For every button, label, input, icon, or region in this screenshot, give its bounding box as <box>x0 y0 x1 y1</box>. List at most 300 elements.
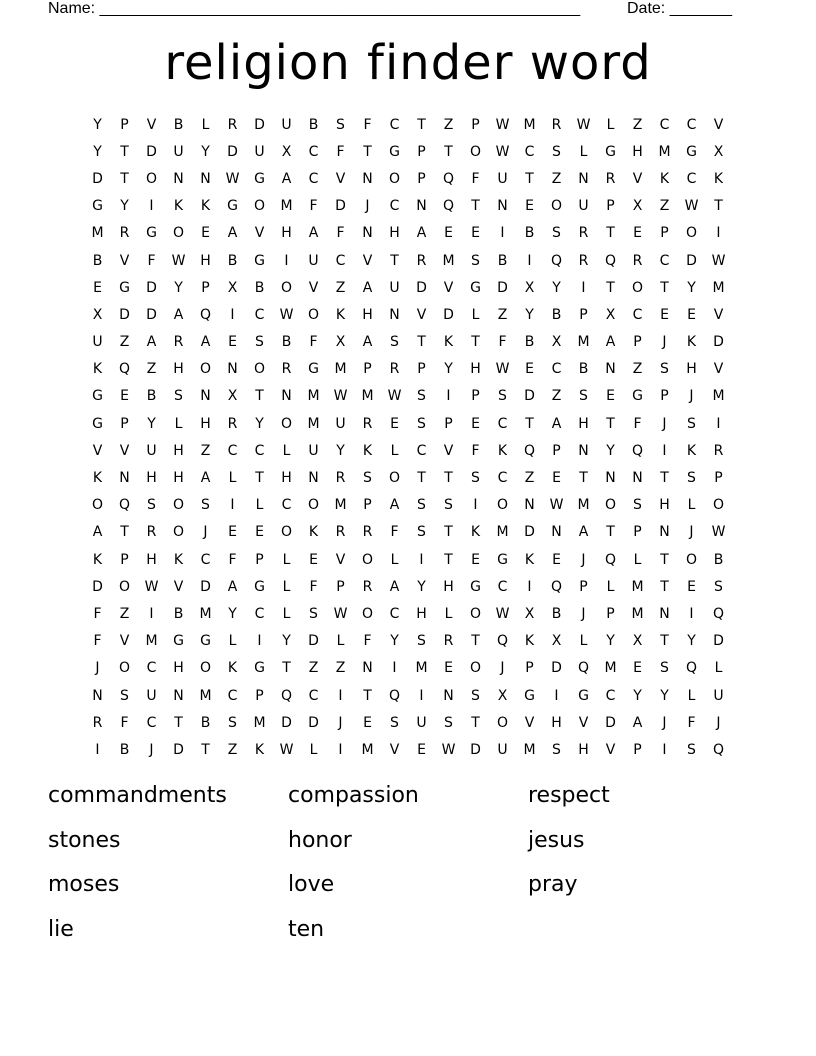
grid-letter: H <box>173 361 184 378</box>
grid-letter: N <box>200 388 211 405</box>
grid-letter: P <box>417 170 426 187</box>
grid-letter: E <box>525 198 534 215</box>
grid-letter: J <box>716 714 721 731</box>
grid-letter: V <box>443 442 454 459</box>
grid-letter: A <box>578 524 589 541</box>
grid-letter: L <box>687 497 696 514</box>
grid-letter: C <box>497 415 508 432</box>
grid-letter: O <box>712 497 725 514</box>
grid-letter: R <box>119 225 130 242</box>
grid-letter: G <box>308 361 319 378</box>
grid-letter: L <box>336 633 345 650</box>
grid-row <box>84 193 732 220</box>
grid-letter: A <box>200 334 211 351</box>
grid-letter: V <box>632 170 643 187</box>
grid-letter: O <box>172 225 185 242</box>
grid-letter: J <box>338 714 343 731</box>
grid-letter: E <box>552 470 561 487</box>
grid-letter: P <box>579 578 588 595</box>
grid-letter: I <box>473 497 478 514</box>
grid-letter: X <box>524 279 535 296</box>
grid-letter: B <box>524 225 535 242</box>
grid-letter: V <box>335 551 346 568</box>
grid-letter: J <box>365 198 370 215</box>
grid-letter: F <box>120 714 129 731</box>
grid-letter: E <box>471 415 480 432</box>
grid-letter: V <box>254 225 265 242</box>
word-list <box>48 778 768 956</box>
grid-letter: K <box>362 442 373 459</box>
grid-letter: G <box>578 687 589 704</box>
grid-letter: G <box>686 143 697 160</box>
grid-letter: N <box>362 660 373 677</box>
grid-row <box>84 247 732 274</box>
grid-letter: P <box>363 497 372 514</box>
grid-letter: P <box>417 361 426 378</box>
grid-letter: M <box>280 198 293 215</box>
grid-letter: T <box>606 524 615 541</box>
grid-letter: T <box>660 470 669 487</box>
grid-letter: G <box>227 198 238 215</box>
grid-letter: V <box>605 741 616 758</box>
grid-letter: Y <box>660 687 669 704</box>
grid-letter: A <box>92 524 103 541</box>
grid-letter: B <box>146 388 157 405</box>
grid-letter: M <box>631 578 644 595</box>
grid-letter: C <box>389 605 400 622</box>
grid-letter: N <box>173 170 184 187</box>
grid-letter: B <box>227 252 238 269</box>
grid-letter: W <box>495 605 510 622</box>
grid-letter: T <box>579 470 588 487</box>
grid-letter: O <box>307 497 320 514</box>
grid-letter: I <box>338 741 343 758</box>
grid-letter: U <box>92 334 103 351</box>
grid-letter: S <box>255 334 264 351</box>
grid-letter: G <box>146 225 157 242</box>
grid-letter: I <box>716 225 721 242</box>
grid-letter: T <box>201 741 210 758</box>
grid-letter: E <box>228 334 237 351</box>
grid-letter: P <box>201 279 210 296</box>
grid-letter: D <box>254 116 265 133</box>
grid-letter: W <box>711 524 726 541</box>
grid-letter: Y <box>390 633 399 650</box>
grid-letter: B <box>119 741 130 758</box>
grid-letter: G <box>254 170 265 187</box>
grid-letter: X <box>605 306 616 323</box>
grid-letter: R <box>578 225 589 242</box>
grid-letter: W <box>279 306 294 323</box>
grid-letter: Z <box>335 660 346 677</box>
grid-letter: Q <box>442 198 455 215</box>
grid-letter: S <box>660 361 669 378</box>
grid-letter: I <box>230 497 235 514</box>
grid-letter: Z <box>227 741 238 758</box>
grid-letter: S <box>336 116 345 133</box>
grid-letter: X <box>632 198 643 215</box>
grid-letter: O <box>253 198 266 215</box>
grid-letter: Y <box>336 442 345 459</box>
grid-letter: G <box>470 279 481 296</box>
grid-letter: L <box>174 415 183 432</box>
grid-letter: D <box>281 714 292 731</box>
grid-letter: S <box>174 388 183 405</box>
grid-letter: O <box>388 470 401 487</box>
grid-letter: I <box>662 442 667 459</box>
grid-letter: W <box>549 497 564 514</box>
grid-letter: Y <box>255 415 264 432</box>
grid-row <box>84 410 732 437</box>
grid-letter: K <box>254 741 265 758</box>
grid-letter: N <box>416 198 427 215</box>
grid-letter: N <box>389 306 400 323</box>
grid-letter: F <box>498 334 507 351</box>
word-row <box>48 778 768 823</box>
word-item: commandments <box>48 783 227 808</box>
grid-letter: Z <box>524 470 535 487</box>
grid-letter: A <box>200 470 211 487</box>
grid-letter: C <box>524 143 535 160</box>
grid-letter: P <box>120 415 129 432</box>
grid-letter: Q <box>550 252 563 269</box>
grid-row <box>84 492 732 519</box>
grid-letter: R <box>362 415 373 432</box>
grid-letter: P <box>120 551 129 568</box>
grid-letter: K <box>92 470 103 487</box>
grid-letter: H <box>632 143 643 160</box>
grid-letter: X <box>497 687 508 704</box>
grid-letter: T <box>444 470 453 487</box>
grid-letter: G <box>497 551 508 568</box>
grid-letter: L <box>687 687 696 704</box>
grid-letter: I <box>689 605 694 622</box>
grid-letter: S <box>498 388 507 405</box>
grid-letter: E <box>687 306 696 323</box>
grid-letter: E <box>633 660 642 677</box>
grid-letter: H <box>470 361 481 378</box>
grid-letter: X <box>335 334 346 351</box>
grid-letter: D <box>92 170 103 187</box>
grid-letter: O <box>469 660 482 677</box>
grid-letter: B <box>200 714 211 731</box>
grid-letter: L <box>309 741 318 758</box>
grid-letter: C <box>200 551 211 568</box>
grid-letter: H <box>416 605 427 622</box>
grid-letter: P <box>120 116 129 133</box>
grid-letter: V <box>173 578 184 595</box>
grid-letter: C <box>416 442 427 459</box>
grid-letter: R <box>335 470 346 487</box>
name-field-line[interactable]: Name: ______________________________________________________ <box>48 0 581 17</box>
grid-letter: E <box>363 714 372 731</box>
grid-letter: B <box>551 306 562 323</box>
grid-letter: L <box>606 116 615 133</box>
grid-letter: M <box>712 388 725 405</box>
word-item: jesus <box>528 827 585 853</box>
grid-letter: S <box>687 741 696 758</box>
grid-letter: F <box>93 633 102 650</box>
grid-letter: H <box>443 578 454 595</box>
grid-letter: P <box>336 578 345 595</box>
grid-letter: F <box>336 225 345 242</box>
grid-letter: E <box>309 551 318 568</box>
grid-letter: S <box>714 578 723 595</box>
grid-letter: Q <box>442 170 455 187</box>
grid-letter: H <box>200 415 211 432</box>
grid-letter: E <box>201 225 210 242</box>
grid-letter: R <box>146 524 157 541</box>
grid-letter: J <box>95 660 100 677</box>
grid-letter: C <box>254 442 265 459</box>
grid-letter: T <box>390 252 399 269</box>
grid-letter: P <box>633 524 642 541</box>
grid-letter: V <box>92 442 103 459</box>
grid-letter: K <box>308 524 319 541</box>
grid-letter: H <box>146 551 157 568</box>
grid-letter: O <box>631 279 644 296</box>
grid-letter: R <box>227 415 238 432</box>
grid-letter: A <box>308 225 319 242</box>
grid-letter: N <box>119 470 130 487</box>
grid-letter: F <box>363 116 372 133</box>
grid-letter: S <box>228 714 237 731</box>
grid-letter: M <box>631 605 644 622</box>
grid-letter: Y <box>282 633 291 650</box>
grid-letter: T <box>417 116 426 133</box>
grid-letter: Y <box>525 306 534 323</box>
grid-letter: D <box>92 578 103 595</box>
grid-letter: F <box>147 252 156 269</box>
grid-letter: J <box>581 551 586 568</box>
grid-letter: G <box>200 633 211 650</box>
grid-letter: B <box>173 116 184 133</box>
grid-letter: O <box>388 170 401 187</box>
grid-letter: T <box>282 660 291 677</box>
grid-letter: Y <box>606 633 615 650</box>
grid-letter: O <box>118 578 131 595</box>
date-field-line[interactable]: Date: _______ <box>627 0 732 17</box>
grid-letter: V <box>335 170 346 187</box>
word-row <box>48 823 768 868</box>
grid-letter: P <box>363 361 372 378</box>
grid-letter: J <box>662 334 667 351</box>
grid-letter: V <box>119 252 130 269</box>
grid-letter: E <box>390 415 399 432</box>
grid-letter: V <box>308 279 319 296</box>
word-row <box>48 867 768 912</box>
grid-letter: D <box>524 388 535 405</box>
grid-letter: T <box>471 714 480 731</box>
grid-letter: M <box>334 497 347 514</box>
header <box>48 0 748 20</box>
grid-letter: I <box>149 605 154 622</box>
grid-letter: I <box>527 252 532 269</box>
grid-letter: N <box>632 470 643 487</box>
grid-letter: U <box>389 279 400 296</box>
grid-letter: J <box>689 388 694 405</box>
grid-letter: N <box>551 524 562 541</box>
grid-letter: Y <box>93 143 102 160</box>
grid-letter: S <box>390 334 399 351</box>
grid-letter: E <box>255 524 264 541</box>
grid-letter: Q <box>631 442 644 459</box>
grid-letter: P <box>255 687 264 704</box>
grid-letter: S <box>417 633 426 650</box>
grid-letter: H <box>578 415 589 432</box>
grid-letter: C <box>605 687 616 704</box>
grid-letter: S <box>417 388 426 405</box>
grid-letter: D <box>470 741 481 758</box>
grid-letter: V <box>443 279 454 296</box>
word-item: moses <box>48 872 120 897</box>
grid-letter: U <box>308 252 319 269</box>
grid-letter: R <box>281 361 292 378</box>
grid-letter: G <box>254 578 265 595</box>
grid-letter: S <box>147 497 156 514</box>
grid-letter: I <box>527 578 532 595</box>
grid-letter: M <box>199 687 212 704</box>
grid-letter: Y <box>228 605 237 622</box>
grid-letter: L <box>444 605 453 622</box>
grid-letter: O <box>172 497 185 514</box>
grid-row <box>84 274 732 301</box>
grid-letter: F <box>390 524 399 541</box>
grid-row <box>84 736 732 763</box>
grid-letter: T <box>471 334 480 351</box>
grid-letter: O <box>280 279 293 296</box>
grid-letter: O <box>361 605 374 622</box>
grid-letter: D <box>605 714 616 731</box>
grid-row <box>84 329 732 356</box>
grid-letter: L <box>633 551 642 568</box>
grid-letter: Q <box>280 687 293 704</box>
grid-letter: E <box>120 388 129 405</box>
grid-letter: P <box>606 605 615 622</box>
grid-letter: C <box>632 306 643 323</box>
grid-letter: I <box>446 388 451 405</box>
grid-letter: M <box>253 714 266 731</box>
grid-letter: Z <box>200 442 211 459</box>
grid-letter: E <box>471 551 480 568</box>
grid-letter: L <box>282 551 291 568</box>
grid-letter: Y <box>120 198 129 215</box>
grid-letter: Z <box>632 361 643 378</box>
grid-letter: X <box>632 633 643 650</box>
grid-letter: O <box>469 605 482 622</box>
grid-letter: F <box>471 442 480 459</box>
grid-row <box>84 655 732 682</box>
grid-letter: R <box>416 252 427 269</box>
grid-letter: X <box>524 605 535 622</box>
grid-letter: I <box>230 306 235 323</box>
grid-letter: C <box>227 442 238 459</box>
grid-letter: Y <box>687 633 696 650</box>
grid-letter: P <box>525 660 534 677</box>
grid-letter: K <box>200 198 211 215</box>
grid-letter: T <box>660 633 669 650</box>
word-item: lie <box>48 916 74 942</box>
grid-letter: G <box>92 388 103 405</box>
grid-letter: N <box>605 361 616 378</box>
grid-letter: T <box>525 170 534 187</box>
grid-letter: Z <box>551 170 562 187</box>
grid-letter: G <box>119 279 130 296</box>
grid-letter: S <box>687 415 696 432</box>
grid-letter: U <box>308 442 319 459</box>
grid-letter: C <box>497 470 508 487</box>
grid-letter: S <box>552 143 561 160</box>
grid-letter: Q <box>550 578 563 595</box>
grid-letter: T <box>471 633 480 650</box>
grid-letter: N <box>578 170 589 187</box>
grid-letter: V <box>713 361 724 378</box>
grid-letter: V <box>416 306 427 323</box>
grid-letter: V <box>146 116 157 133</box>
grid-letter: R <box>632 252 643 269</box>
grid-letter: L <box>390 442 399 459</box>
grid-letter: C <box>389 116 400 133</box>
grid-letter: W <box>333 388 348 405</box>
grid-row <box>84 600 732 627</box>
grid-letter: W <box>387 388 402 405</box>
grid-letter: S <box>579 388 588 405</box>
grid-letter: T <box>174 714 183 731</box>
grid-letter: N <box>497 198 508 215</box>
grid-letter: F <box>93 605 102 622</box>
grid-letter: C <box>308 143 319 160</box>
grid-row <box>84 628 732 655</box>
grid-letter: G <box>389 143 400 160</box>
grid-letter: S <box>120 687 129 704</box>
grid-letter: W <box>684 198 699 215</box>
grid-letter: T <box>120 170 129 187</box>
grid-letter: P <box>660 388 669 405</box>
grid-letter: H <box>362 306 373 323</box>
grid-letter: T <box>606 415 615 432</box>
grid-letter: G <box>254 660 265 677</box>
grid-letter: Q <box>685 660 698 677</box>
grid-letter: T <box>471 198 480 215</box>
grid-letter: E <box>552 551 561 568</box>
grid-letter: T <box>120 143 129 160</box>
grid-letter: D <box>173 741 184 758</box>
grid-letter: N <box>308 470 319 487</box>
grid-letter: T <box>255 470 264 487</box>
grid-letter: Z <box>119 605 130 622</box>
grid-letter: P <box>633 334 642 351</box>
grid-letter: R <box>713 442 724 459</box>
grid-letter: Y <box>147 415 156 432</box>
grid-letter: F <box>228 551 237 568</box>
grid-letter: H <box>173 470 184 487</box>
grid-letter: I <box>95 741 100 758</box>
grid-letter: W <box>144 578 159 595</box>
grid-letter: L <box>579 143 588 160</box>
grid-letter: H <box>389 225 400 242</box>
grid-letter: W <box>576 116 591 133</box>
grid-letter: K <box>659 170 670 187</box>
grid-letter: Z <box>443 116 454 133</box>
grid-letter: R <box>551 116 562 133</box>
grid-letter: B <box>308 116 319 133</box>
grid-letter: I <box>419 551 424 568</box>
grid-letter: A <box>389 578 400 595</box>
grid-letter: S <box>552 741 561 758</box>
grid-letter: S <box>471 687 480 704</box>
grid-letter: X <box>281 143 292 160</box>
grid-row <box>84 138 732 165</box>
